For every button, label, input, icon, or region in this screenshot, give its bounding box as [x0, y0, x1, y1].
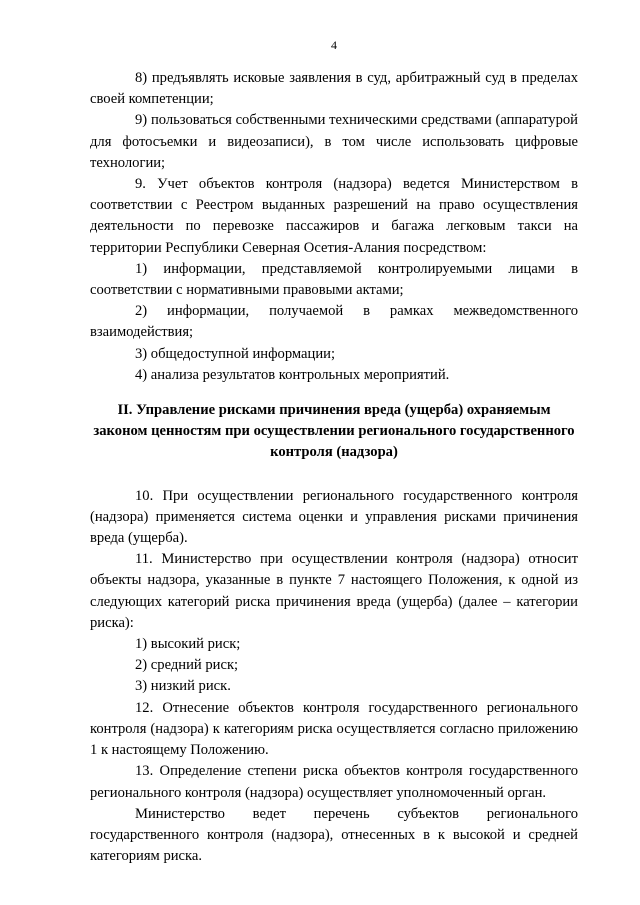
- paragraph-source-3: 3) общедоступной информации;: [135, 345, 336, 362]
- paragraph-source-2: 2) информации, получаемой в рамках межведомственного взаимодействия;: [90, 303, 578, 341]
- section-heading: II. Управление рисками причинения вреда (ущерба) охраняемым законом ценностям при осуществлении регионального государственного контроля (надзора): [93, 402, 575, 461]
- paragraph-clause-10: 10. При осуществлении регионального государственного контроля (надзора) применяется система оценки и управления рисками причинения вреда (ущерба).: [90, 487, 578, 547]
- paragraph-source-4: 4) анализа результатов контрольных мероприятий.: [135, 366, 450, 383]
- paragraph-item-9-technical-means: 9) пользоваться собственными техническими средствами (аппаратурой для фотосъемки и видеозаписи), в том числе использовать цифровые технологии;: [90, 112, 578, 171]
- paragraph-clause-13: 13. Определение степени риска объектов контроля государственного регионального контроля (надзора) осуществляет уполномоченный орган.: [90, 763, 578, 801]
- paragraph-ministry-list: Министерство ведет перечень субъектов регионального государственного контроля (надзора), отнесенных в к высокой и средней категориям риска.: [90, 805, 578, 865]
- page-number: 4: [331, 38, 337, 52]
- paragraph-risk-low: 3) низкий риск.: [135, 678, 231, 695]
- paragraph-clause-12: 12. Отнесение объектов контроля государственного регионального контроля (надзора) к категориям риска осуществляется согласно приложению 1 к настоящему Положению.: [90, 699, 578, 759]
- paragraph-risk-high: 1) высокий риск;: [135, 636, 241, 653]
- paragraph-item-8-claims: 8) предъявлять исковые заявления в суд, арбитражный суд в пределах своей компетенции;: [90, 70, 578, 108]
- document-body: [90, 68, 578, 867]
- paragraph-source-1: 1) информации, представляемой контролируемыми лицами в соответствии с нормативными правовыми актами;: [90, 260, 578, 299]
- paragraph-risk-medium: 2) средний риск;: [135, 657, 239, 674]
- paragraph-clause-9-accounting: 9. Учет объектов контроля (надзора) ведется Министерством в соответствии с Реестром выданных разрешений на право осуществления деятельности по перевозке пассажиров и багажа легковым такси на территории Республики Северная Осетия-Алания посредством:: [90, 176, 578, 256]
- paragraph-clause-11: 11. Министерство при осуществлении контроля (надзора) относит объекты надзора, указанные в пункте 7 настоящего Положения, к одной из следующих категорий риска причинения вреда (ущерба) (далее – категории риска):: [90, 551, 578, 631]
